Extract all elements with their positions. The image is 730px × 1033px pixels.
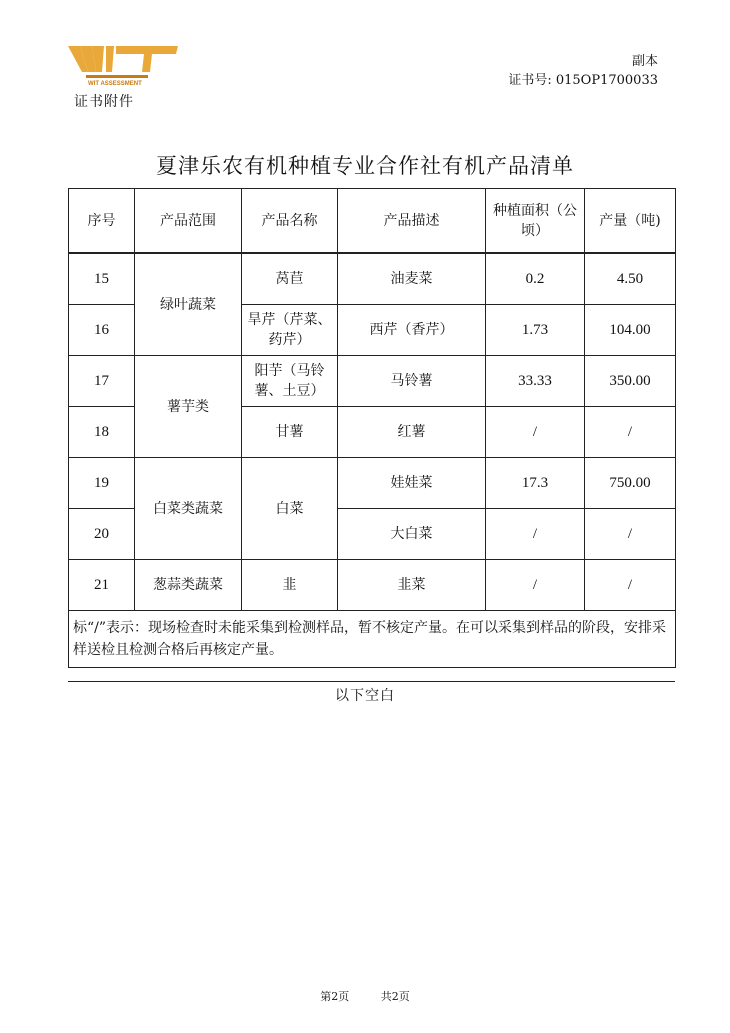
cell-no: 21 — [69, 560, 135, 611]
table-row — [69, 356, 676, 407]
cell-no: 18 — [69, 407, 135, 458]
cell-name: 韭 — [242, 560, 338, 611]
page-total: 共2页 — [380, 990, 410, 1003]
cell-area: / — [486, 407, 585, 458]
cell-name: 莴苣 — [242, 254, 338, 305]
cell-area: 0.2 — [486, 254, 585, 305]
cell-desc: 油麦菜 — [338, 254, 486, 305]
cell-yield: 4.50 — [585, 254, 676, 305]
cell-desc: 红薯 — [338, 407, 486, 458]
header-no: 序号 — [69, 189, 135, 253]
cell-yield: 104.00 — [585, 305, 676, 356]
cell-desc: 西芹（香芹） — [338, 305, 486, 356]
cell-desc: 韭菜 — [338, 560, 486, 611]
end-divider — [68, 681, 675, 682]
cell-desc: 娃娃菜 — [338, 458, 486, 509]
header-area: 种植面积（公顷） — [486, 189, 585, 253]
cell-yield: 750.00 — [585, 458, 676, 509]
table-header-row — [69, 189, 676, 253]
copy-label: 副本 — [631, 54, 658, 69]
cell-desc: 马铃薯 — [338, 356, 486, 407]
wit-assessment-logo — [66, 44, 184, 88]
cell-area: / — [486, 560, 585, 611]
cell-name: 白菜 — [242, 458, 338, 560]
cell-name: 阳芋（马铃薯、土豆） — [242, 356, 338, 407]
header-desc: 产品描述 — [338, 189, 486, 253]
page-footer — [0, 988, 730, 1004]
cell-range: 葱蒜类蔬菜 — [135, 560, 242, 611]
cell-no: 15 — [69, 254, 135, 305]
cell-desc: 大白菜 — [338, 509, 486, 560]
certificate-number: 证书号: 015OP1700033 — [508, 73, 658, 88]
page-title: 夏津乐农有机种植专业合作社有机产品清单 — [156, 154, 574, 178]
table-note: 标“/”表示：现场检查时未能采集到检测样品，暂不核定产量。在可以采集到样品的阶段，安排采样送检且检测合格后再核定产量。 — [69, 611, 676, 668]
cell-range: 薯芋类 — [135, 356, 242, 458]
cell-name: 甘薯 — [242, 407, 338, 458]
table-row — [69, 560, 676, 611]
cell-no: 19 — [69, 458, 135, 509]
cell-range: 白菜类蔬菜 — [135, 458, 242, 560]
cell-range: 绿叶蔬菜 — [135, 254, 242, 356]
cell-area: / — [486, 509, 585, 560]
table-row — [69, 254, 676, 305]
cell-yield: / — [585, 509, 676, 560]
header-yield: 产量（吨) — [585, 189, 676, 253]
cell-no: 16 — [69, 305, 135, 356]
table-row — [69, 458, 676, 509]
product-table — [68, 188, 676, 668]
header-range: 产品范围 — [135, 189, 242, 253]
cell-name: 旱芹（芹菜、药芹） — [242, 305, 338, 356]
svg-text:WIT ASSESSMENT: WIT ASSESSMENT — [88, 81, 142, 87]
page-number: 第2页 — [320, 990, 350, 1003]
cell-area: 33.33 — [486, 356, 585, 407]
cell-yield: / — [585, 560, 676, 611]
cell-no: 20 — [69, 509, 135, 560]
cell-no: 17 — [69, 356, 135, 407]
header-name: 产品名称 — [242, 189, 338, 253]
cell-yield: / — [585, 407, 676, 458]
cell-yield: 350.00 — [585, 356, 676, 407]
cell-area: 17.3 — [486, 458, 585, 509]
attachment-label: 证书附件 — [74, 94, 134, 110]
cell-area: 1.73 — [486, 305, 585, 356]
end-text: 以下空白 — [335, 688, 395, 704]
